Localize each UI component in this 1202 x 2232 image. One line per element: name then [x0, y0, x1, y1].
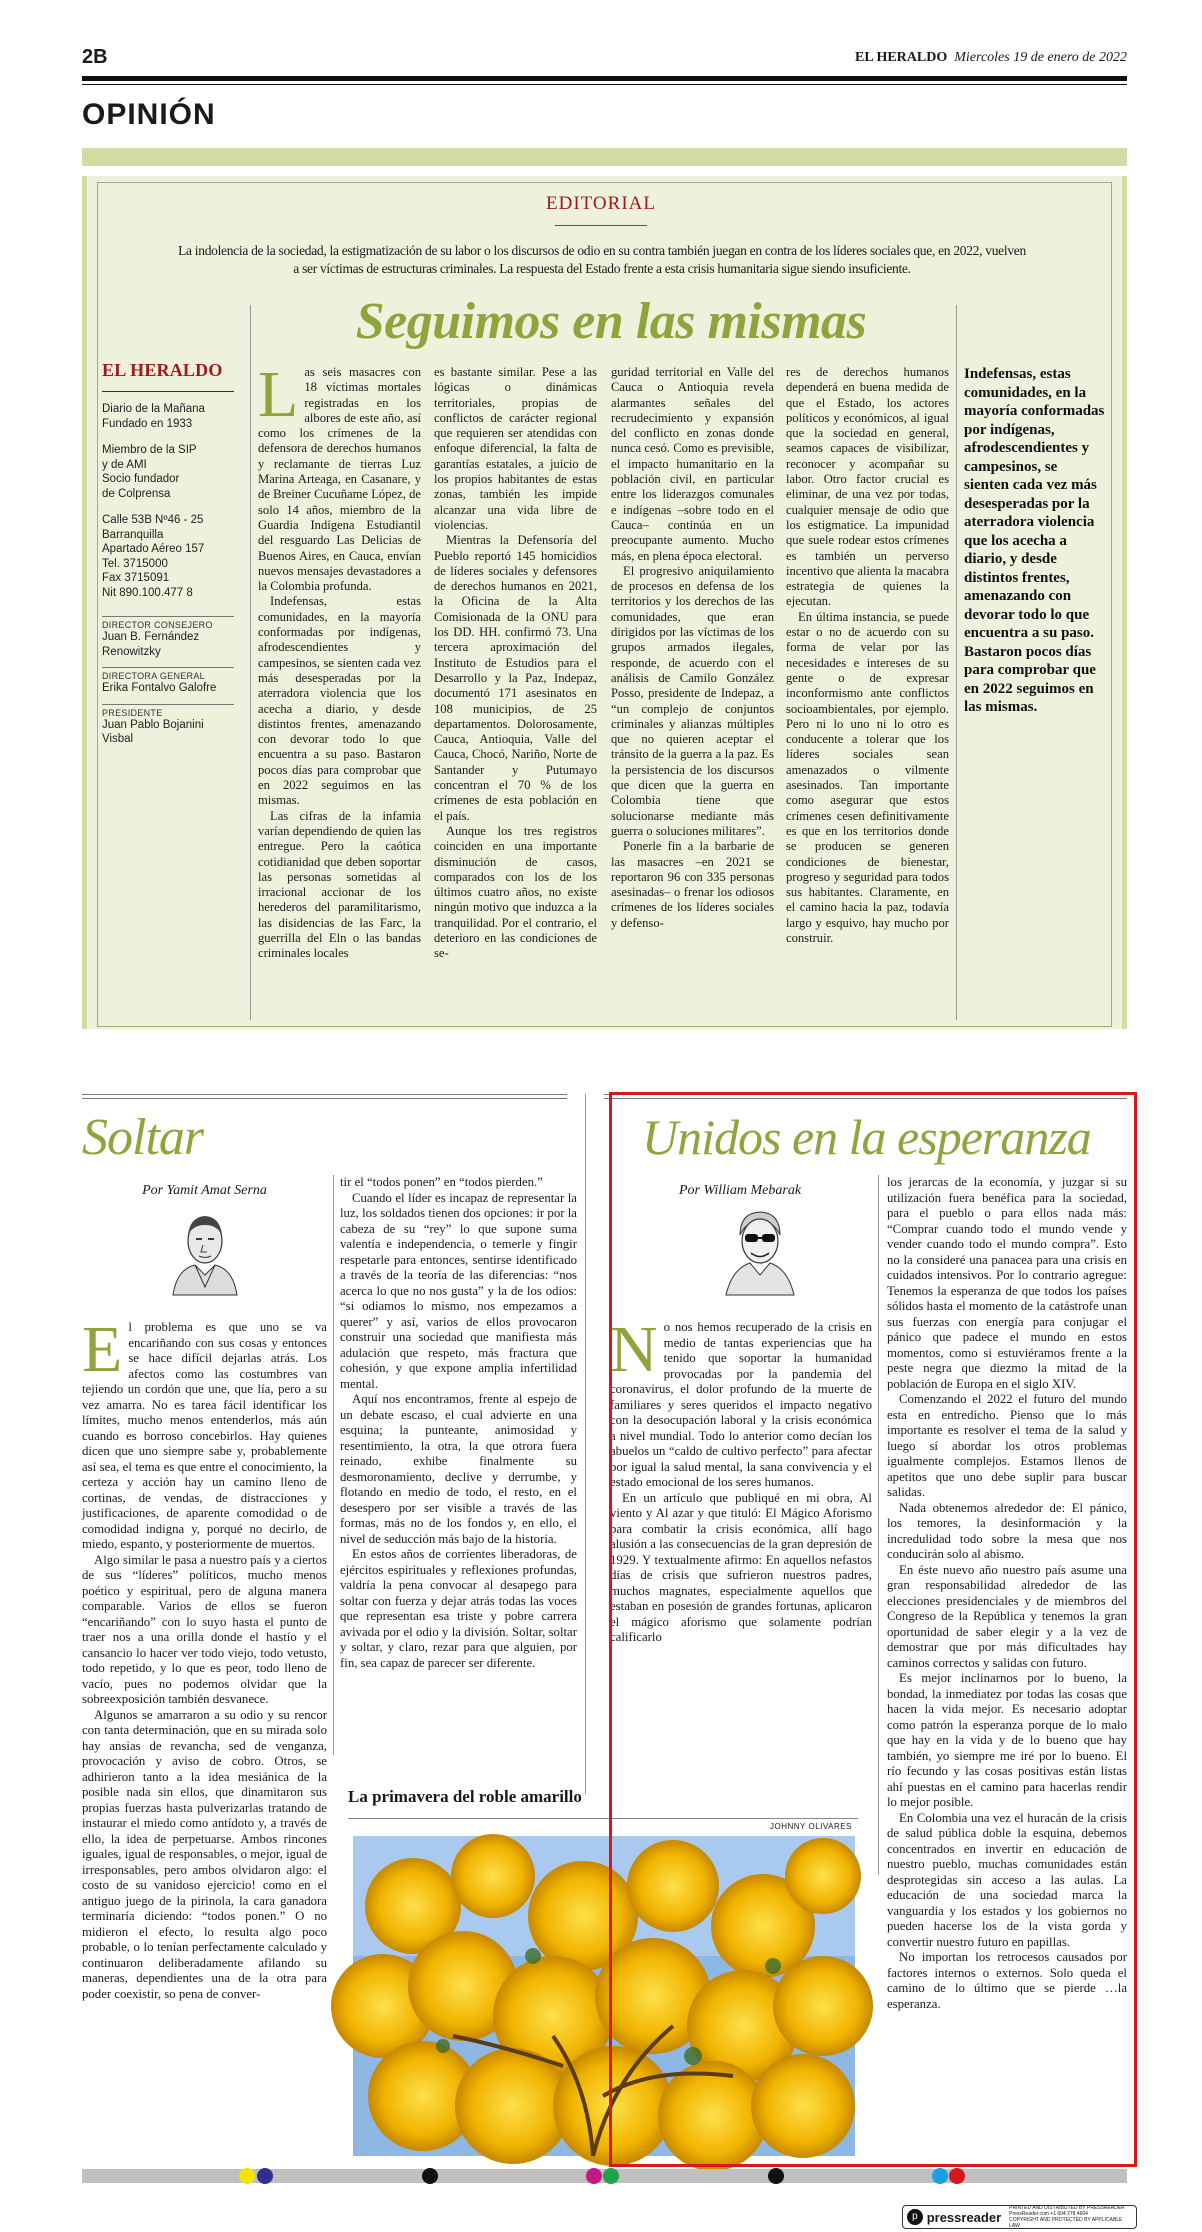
- masthead-staff-entry: [102, 616, 234, 659]
- editorial-divider-2: [956, 305, 957, 1020]
- masthead-staff-role: DIRECTORA GENERAL: [102, 671, 205, 681]
- soltar-dropcap: E: [82, 1313, 123, 1386]
- editorial-col-1: [258, 358, 421, 1017]
- editorial-kicker-rule: [555, 225, 647, 226]
- section-title: OPINIÓN: [82, 98, 216, 131]
- header-rule-thin: [82, 84, 1127, 85]
- soltar-col-1: [82, 1313, 327, 2001]
- masthead-staff-name: Renowitzky: [102, 645, 161, 658]
- masthead-line: Calle 53B Nº46 - 25: [102, 514, 204, 526]
- unidos-paragraph: En un artículo que publiqué en mi obra, Al viento y Al azar y que tituló: El Mágico Aforismo para combatir la crisis económica, allí hago alusión a las consecuencias de la gran depresión de 1929. Y textualmente afirmo: En aquellos nefastos días de crisis que sufrieron nuestros padres, muchos magnates, especialmente aquellos que estaban en posesión de grandes fortunas, aplicaron el mágico aforismo que solamente podrían calificarlo: [610, 1490, 872, 1644]
- unidos-paragraph: Comenzando el 2022 el futuro del mundo esta en entredicho. Pienso que lo más importante es resolver el tema de la salud y luego sí abordar los otros problemas igualmente complejos. Estamos llenos de apetitos que uno debe suplir para buscar salidas.: [887, 1392, 1127, 1499]
- photo-caption-title: La primavera del roble amarillo: [348, 1787, 582, 1806]
- unidos-paragraph: En Colombia una vez el huracán de la crisis de salud pública doble la esquina, debemos concentrados en invertir en educación de nuestro pueblo, muchas comunidades están desprotegidas sin acceso a las aulas. La educación de una sociedad marca la vanguardia y los estados y los gobiernos no pueden hacerse los de la vista gorda y convertir nuestro futuro en papillas.: [887, 1810, 1127, 1949]
- soltar-paragraph: Aquí nos encontramos, frente al espejo de un debate escaso, el cual advierte en una esquina; la punteante, animosidad y resentimiento, la otra, la que otrora fuera reinado, exhibe finalmente su desmoronamiento, declive y derrumbe, y flotando en medio de todo, el resto, en el desespero por ser visible a través de las formas, más no de los fondos y, en ello, el nivel de seducción más bajo de la historia.: [340, 1392, 577, 1546]
- masthead-line: y de AMI: [102, 458, 147, 471]
- lower-divider-1: [333, 1175, 334, 1755]
- page-number: 2B: [82, 46, 108, 68]
- unidos-paragraph: Es mejor inclinarnos por lo bueno, la bondad, la inmediatez por todas las cosas que hacen la vida mejor. Es necesario adoptar como patrón la esperanza porque de lo malo que hay en la vida y de lo bueno que hay también, yo siempre me iré por lo bueno. El río fecundo y las cosas positivas están listas ahí puestas en el camino para hacerlas rendir lo mejor posible.: [887, 1671, 1127, 1809]
- masthead-logo: EL HERALDO: [102, 360, 223, 380]
- highlight-box: [609, 1092, 1137, 2167]
- masthead-staff-name: Juan B. Fernández: [102, 631, 200, 643]
- soltar-headline: Soltar: [82, 1109, 204, 1166]
- soltar-paragraph: tir el “todos ponen” en “todos pierden.”: [340, 1175, 543, 1189]
- masthead-line: Nit 890.100.477 8: [102, 586, 193, 599]
- registration-dots: [0, 2166, 1161, 2186]
- editorial-deck: La indolencia de la sociedad, la estigmatización de su labor o los discursos de odio en su contra también juegan en contra de los líderes sociales que, en 2022, vuelven a ser víctimas de estructuras criminales. La respuesta del Estado frente a esta crisis humanitaria sigue siendo insuficiente.: [178, 243, 1026, 276]
- photo-credit: JOHNNY OLIVARES: [770, 1822, 852, 1831]
- masthead-staff-name: Erika Fontalvo Galofre: [102, 682, 217, 694]
- pressreader-logo: pressreader: [926, 2209, 1002, 2225]
- editorial-paragraph: Mientras la Defensoría del Pueblo reportó 145 homicidios de líderes sociales y defensores de derechos humanos en 2021, la Oficina de la Alta Comisionada de la ONU para los DD. HH. confirmó 73. Una tercera aproximación del Instituto de Estudios para el Desarrollo y la Paz, Indepaz, documentó 171 asesinatos en 108 municipios, de 25 departamentos. Dolorosamente, Cauca, Antioquia, Valle del Cauca, Chocó, Nariño, Norte de Santander y Putumayo concentran el 70 % de los crímenes de esta población en el país.: [434, 533, 597, 823]
- editorial-col-4: [786, 365, 949, 1017]
- masthead-line: de Colprensa: [102, 487, 171, 500]
- editorial-paragraph: Aunque los tres registros coinciden en una importante disminución de casos, comparados con los de los últimos cuatro años, no existe ningún motivo que induzca a la tranquilidad. Por el contrario, el deterioro en las condiciones de se-: [434, 823, 597, 961]
- editorial-paragraph: es bastante similar. Pese a las lógicas o dinámicas territoriales, propias de conflictos de carácter regional que requieren ser atendidas con enfoque diferencial, la falta de garantías estatales, a juicio de los propios habitantes de estas zonas, también les impide alcanzar una vida libre de violencias.: [434, 365, 597, 532]
- pressreader-fineprint-1: PRINTED AND DISTRIBUTED BY PRESSREADER: [1009, 2205, 1125, 2211]
- header-masthead: EL HERALDO: [855, 50, 948, 65]
- masthead-line: Diario de la Mañana: [102, 403, 205, 415]
- masthead-staff-entry: [102, 667, 234, 696]
- lower-divider-2: [585, 1094, 586, 1794]
- masthead-staff-role: DIRECTOR CONSEJERO: [102, 620, 213, 630]
- masthead-staff-entry: [102, 704, 234, 747]
- soltar-top-rule: [82, 1094, 567, 1095]
- editorial-col-2: [434, 365, 597, 1017]
- masthead-group-3: [102, 513, 242, 600]
- soltar-paragraph: Cuando el líder es incapaz de representar la luz, los soldados tienen dos opciones: ir por la cabeza de su “rey” lo que supone suma valentía e independencia, o temerle y fingir respetarle para entonces, sentirse identificado a través de la teoría de las diferencias: “nos acerca lo que no nos gusta” y la de los odios: “si odiamos lo mismo, nos empezamos a querer” y así, varios de ellos provocaron construir una sociedad que manifiesta más adulación que respeto, más fractura que cohesión, y que expone amplia infertilidad mental.: [340, 1190, 577, 1391]
- editorial-paragraph: Ponerle fin a la barbarie de las masacres –en 2021 se reportaron 96 con 335 personas asesinadas– o frenar los odiosos crímenes de los líderes sociales y defenso-: [611, 839, 774, 930]
- masthead-staff-name: Visbal: [102, 733, 134, 745]
- unidos-paragraph: En éste nuevo año nuestro país asume una gran responsabilidad alrededor de las elecciones presidenciales y de miembros del Congreso de la República y tenemos la gran oportunidad de saber elegir y a la vez de demostrar que por más dificultades hay caminos correctos y salidas con futuro.: [887, 1562, 1127, 1670]
- editorial-pullquote: Indefensas, estas comunidades, en la mayoría conformadas por indígenas, afrodescendientes y campesinos, se sienten cada vez más desesperadas por la aterradora violencia que los acecha a diario, y desde distintos frentes, amenazando con devorar todo lo que encuentra a su paso. Bastaron pocos días para comprobar que en 2022 seguimos en las mismas.: [964, 366, 1105, 715]
- editorial-kicker: EDITORIAL: [546, 193, 656, 214]
- header-date: Miercoles 19 de enero de 2022: [954, 50, 1127, 65]
- section-green-bar: [82, 148, 1127, 166]
- soltar-paragraph: l problema es que uno se va encariñando con sus cosas y entonces se hace difícil dejarlas atrás. Los afectos como las costumbres van tejiendo un cordón que une, que lía, pero a su vez amarra. No es tarea fácil identificar los límites, mucho menos entenderlos, más aún cuando es borroso concebirlos. Hay quienes dicen que uno siempre sabe y, probablemente así sea, el tema es que entre el conocimiento, la certeza y acción hay un camino lleno de cortinas, de vendas, de distracciones y justificaciones, de aparente comodidad o de comodidad indigna y, porqué no decirlo, de miedo, espanto, y posteriormente de muertos.: [82, 1320, 327, 1551]
- masthead-staff: [102, 616, 242, 747]
- pressreader-icon: p: [907, 2209, 923, 2225]
- header-rule-thick: [82, 76, 1127, 81]
- masthead-group-1: [102, 402, 242, 431]
- soltar-col-2: [340, 1175, 577, 1750]
- editorial-col-3: [611, 365, 774, 1017]
- masthead-line: Fax 3715091: [102, 572, 170, 584]
- masthead-line: Fundado en 1933: [102, 417, 193, 430]
- editorial-col-1-text: [258, 358, 421, 962]
- masthead-box: [102, 360, 242, 747]
- unidos-dropcap: N: [610, 1313, 658, 1386]
- masthead-line: Miembro de la SIP: [102, 444, 197, 456]
- unidos-byline: Por William Mebarak: [678, 1183, 802, 1198]
- editorial-paragraph: El progresivo aniquilamiento de procesos en defensa de los territorios y los derechos de las comunidades, que eran dirigidos por las víctimas de los grupos armados ilegales, responde, de acuerdo con el análisis de Camilo González Posso, presidente de Indepaz, a “un complejo de conjuntos criminales y alianzas múltiples que no quieren aceptar el tránsito de la guerra a la paz. Es la persistencia de los discursos que dicen que la guerra en Colombia tiene que solucionarse mediante más guerra o soluciones militares”.: [611, 563, 774, 838]
- unidos-paragraph: los jerarcas de la economía, y juzgar si su utilización fuera benéfica para la sociedad, para el pueblo o para ellos nada más: “Comprar cuando todo el mundo vende y vender cuando todo el mundo compra”. Esto no la consideré una panacea para una crisis en cuidados intensivos. Por lo contrario agregue: Tenemos la esperanza de que todos los países sólidos hasta el momento de la catástrofe unan sus fuerzas con energía para conjugar el pánico que padece el mundo en estos momentos, como si estuviéramos frente a la peste negra que diezmo la mitad de la población de Europa en el siglo XIV.: [887, 1175, 1127, 1391]
- masthead-group-2: [102, 443, 242, 501]
- editorial-paragraph: guridad territorial en Valle del Cauca o Antioquia revela alarmantes señales del recrudecimiento y expansión del conflicto en zonas donde nunca cesó. Como es previsible, el impacto humanitario en la población civil, en particular entre los liderazgos comunales e indígenas –sobre todo en el Cauca– continúa en un preocupante aumento. Mucho más, en plena época electoral.: [611, 365, 774, 563]
- editorial-headline: Seguimos en las mismas: [355, 293, 867, 350]
- masthead-logo-rule: [102, 381, 234, 392]
- editorial-dropcap: L: [258, 358, 299, 431]
- unidos-headline: Unidos en la esperanza: [642, 1109, 1091, 1165]
- header-date-line: [855, 50, 1127, 66]
- pressreader-fineprint-3: COPYRIGHT AND PROTECTED BY APPLICABLE LAW: [1009, 2217, 1123, 2229]
- soltar-paragraph: Algunos se amarraron a su odio y su rencor con tanta determinación, que en su mirada solo hay ansias de revancha, sed de venganza, provocación y aviso de cobro. Otros, se adhirieron tanto a la idea mesiánica de la posible nada sin ellos, que dinamitaron sus propias fuerzas hasta pulverizarlas tratando de instaurar el miedo como antídoto y, a través de ello, la idea de perpetuarse. Ambos rincones iguales, igual de responsables, o mejor, igual de irresponsables, pero ambos olvidaron algo: el costo de su vanidoso ejercicio! como en el antiguo juego de la pirinola, la cara ganadora terminaría diciendo: “todos ponen.” O no midieron el efecto, lo resulta algo poco probable, o lo tenían perfectamente calculado y continuaron deliberadamente afilando su maneras, dependientes una de la otra para poder coexistir, so pena de conver-: [82, 1707, 327, 2001]
- pressreader-badge: [902, 2205, 1137, 2229]
- masthead-staff-role: PRESIDENTE: [102, 707, 163, 718]
- author-portrait-yamit: [165, 1205, 245, 1295]
- editorial-paragraph: as seis masacres con 18 víctimas mortales registradas en los albores de este año, así como los crímenes de la defensora de derechos humanos y reclamante de tierras Luz Marina Arteaga, en Casanare, y de Breiner Cucuñame López, de solo 14 años, miembro de la Guardia Indígena Estudiantil del resguardo Las Delicias de Buenos Aires, en Cauca, envían nuevos mensajes devastadores a la Colombia profunda.: [258, 365, 421, 594]
- pressreader-fineprint-2: PressReader.com +1 604 278 4604: [1009, 2211, 1088, 2217]
- editorial-paragraph: En última instancia, se puede estar o no de acuerdo con su forma de velar por las necesidades e intereses de su gente o de expresar inconformismo ante conflictos socioambientales, por ejemplo. Pero ni lo uno ni lo otro es conducente a tolerar que los líderes sociales sean amenazados o vilmente asesinados. Tan importante como asegurar que estos crímenes cesen definitivamente es que en los territorios donde se producen se generen condiciones de bienestar, progreso y seguridad para todos sus habitantes. Claramente, en el camino hacia la paz, todavía largo y esquivo, hay mucho por construir.: [786, 609, 949, 945]
- masthead-staff-name: Juan Pablo Bojanini: [102, 718, 204, 731]
- soltar-byline: Por Yamit Amat Serna: [142, 1183, 267, 1198]
- masthead-line: Tel. 3715000: [102, 557, 168, 570]
- masthead-line: Socio fundador: [102, 473, 180, 485]
- editorial-paragraph: res de derechos humanos dependerá en buena medida de que el Estado, los actores políticos y económicos, al igual que la sociedad en general, seamos capaces de visibilizar, reconocer y acompañar su labor. Otro factor crucial es eliminar, de una vez por todas, cualquier mensaje de odio que los estigmatice. La impunidad que suele rodear estos crímenes es también un perverso incentivo que alienta la macabra estrategia de quienes la ejecutan.: [786, 365, 949, 609]
- unidos-paragraph: No importan los retrocesos causados por factores internos o externos. Solo queda el camino de lo último que se pierde …la esperanza.: [887, 1950, 1127, 2011]
- editorial-divider-1: [250, 305, 251, 1020]
- soltar-paragraph: En estos años de corrientes liberadoras, de ejércitos espirituales y reflexiones profundas, valdría la pena convocar al desapego para soltar con fuerza y dejar atrás todas las voces que representan esa triste y pobre carrera avivada por el odio y la división. Soltar, soltar y soltar, y claro, rezar para que alguien, por fin, sea capaz de parecer ser diferente.: [340, 1547, 577, 1670]
- editorial-paragraph: Las cifras de la infamia varían dependiendo de quien las entregue. Pero la caótica cotidianidad que deben soportar las personas sometidas al irracional accionar de los herederos del paramilitarismo, las disidencias de las Farc, la guerrilla del Eln o las bandas criminales locales: [258, 808, 421, 961]
- editorial-paragraph: Indefensas, estas comunidades, en la mayoría conformadas por indígenas, afrodescendientes y campesinos, se sienten cada vez más desesperadas por la aterradora violencia que los acecha a diario, y desde distintos frentes, amenazando con devorar todo lo que encuentra a su paso. Bastaron pocos días para comprobar que en 2022 seguimos en las mismas.: [258, 594, 421, 808]
- masthead-line: Apartado Aéreo 157: [102, 543, 205, 555]
- unidos-paragraph: o nos hemos recuperado de la crisis en medio de tantas experiencias que ha tenido que soportar la humanidad provocadas por la pandemia del coronavirus, el dolor profundo de la muerte de familiares y seres queridos el impacto negativo con la desocupación laboral y la crisis económica a nivel mundial. Todo lo anterior como decían los abuelos un “caldo de cultivo perfecto” para afectar por igual la salud mental, la sana convivencia y el estado emocional de los seres humanos.: [610, 1320, 872, 1489]
- unidos-paragraph: Nada obtenemos alrededor de: El pánico, los temores, la desinformación y la incredulidad todo sobre la mesa que nos conducirán solo al abismo.: [887, 1500, 1127, 1561]
- masthead-line: Barranquilla: [102, 528, 164, 541]
- soltar-paragraph: Algo similar le pasa a nuestro país y a ciertos de sus “líderes” políticos, mucho menos poético y espiritual, pero de alguna manera comparable. Varios de ellos se fueron “encariñando” con lo suyo hasta el punto de traer nos a una orilla donde el hastío y el cansancio lo hacer ver todo viejo, todo vetusto, todo repetido, y lo que es peor, todo lleno de vacío, pues no podemos olvidar que la sobreexposición también desvanece.: [82, 1552, 327, 1706]
- soltar-top-rule-2: [82, 1098, 567, 1099]
